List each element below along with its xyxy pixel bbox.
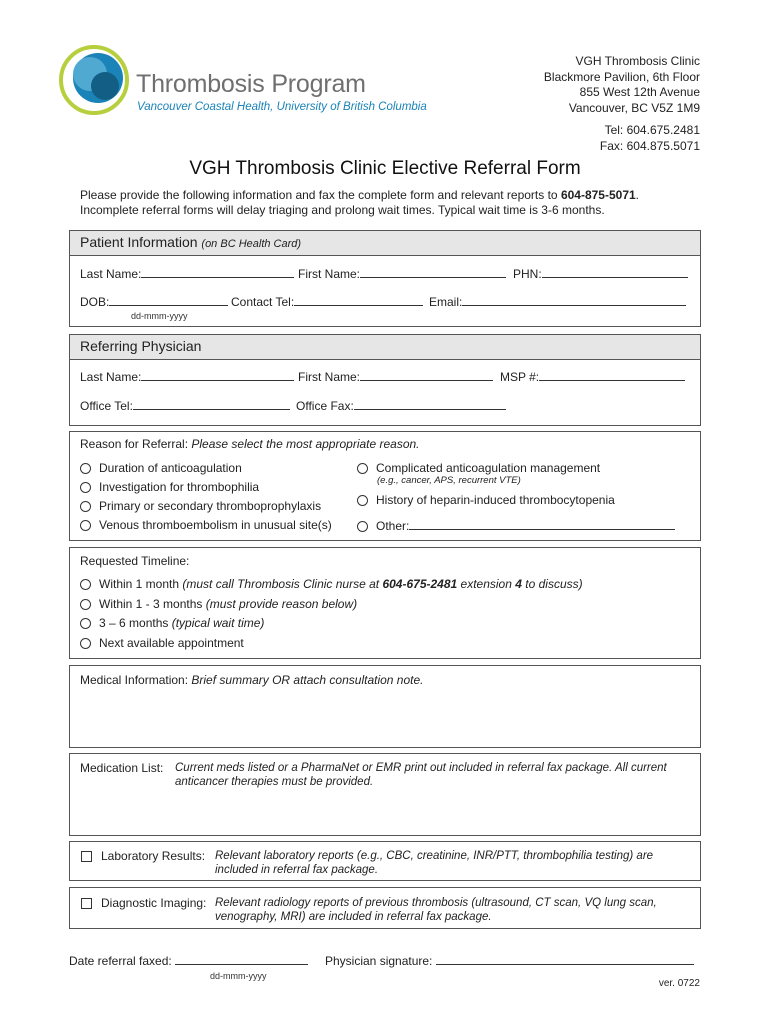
office-tel-field[interactable]: Office Tel: bbox=[80, 398, 290, 413]
radio-icon bbox=[80, 463, 91, 474]
reason-heading: Reason for Referral: Please select the most appropriate reason. bbox=[80, 437, 420, 451]
logo-subtitle: Vancouver Coastal Health, University of British Columbia bbox=[137, 101, 427, 113]
diagnostic-imaging-checkbox[interactable]: Diagnostic Imaging: bbox=[81, 896, 206, 910]
patient-information-heading: Patient Information (on BC Health Card) bbox=[70, 231, 700, 256]
radio-icon bbox=[80, 579, 91, 590]
timeline-heading: Requested Timeline: bbox=[80, 554, 190, 568]
clinic-address bbox=[544, 54, 700, 154]
form-title: VGH Thrombosis Clinic Elective Referral Form bbox=[189, 158, 581, 179]
timeline-option-next-available[interactable]: Next available appointment bbox=[80, 636, 244, 650]
thrombosis-program-logo bbox=[58, 44, 130, 116]
physician-first-name-field[interactable]: First Name: bbox=[298, 369, 493, 384]
date-referral-faxed-field[interactable]: Date referral faxed: bbox=[69, 953, 308, 968]
radio-icon bbox=[357, 495, 368, 506]
clinic-tel: Tel: 604.675.2481 bbox=[604, 123, 700, 137]
fax-number: 604-875-5071 bbox=[560, 188, 636, 202]
reason-option-unusual-site[interactable]: Venous thromboembolism in unusual site(s) bbox=[80, 518, 332, 532]
timeline-option-1-3-months[interactable]: Within 1 - 3 months (must provide reason below) bbox=[80, 597, 357, 611]
address-line: Vancouver, BC V5Z 1M9 bbox=[568, 100, 700, 115]
reason-option-other[interactable]: Other: bbox=[357, 518, 675, 533]
radio-icon bbox=[80, 599, 91, 610]
timeline-option-3-6-months[interactable]: 3 – 6 months (typical wait time) bbox=[80, 616, 264, 630]
radio-icon bbox=[80, 520, 91, 531]
phn-field[interactable]: PHN: bbox=[513, 266, 688, 281]
medical-information-label: Medical Information: Brief summary OR attach consultation note. bbox=[80, 673, 424, 687]
email-field[interactable]: Email: bbox=[429, 294, 686, 309]
address-line: VGH Thrombosis Clinic bbox=[575, 54, 700, 68]
dob-format-hint: dd-mmm-yyyy bbox=[131, 311, 188, 321]
radio-icon bbox=[80, 618, 91, 629]
contact-tel-field[interactable]: Contact Tel: bbox=[231, 294, 423, 309]
diagnostic-imaging-note: Relevant radiology reports of previous thrombosis (ultrasound, CT scan, VQ lung scan, venography, MRI) are included in referral fax package. bbox=[215, 897, 657, 923]
radio-icon bbox=[357, 521, 368, 532]
medication-list-note: Current meds listed or a PharmaNet or EMR print out included in referral fax package. All current anticancer therapies must be provided. bbox=[175, 762, 667, 788]
checkbox-icon bbox=[81, 851, 92, 862]
laboratory-results-note: Relevant laboratory reports (e.g., CBC, creatinine, INR/PTT, thrombophilia testing) are included in referral fax package. bbox=[215, 850, 654, 876]
date-format-hint: dd-mmm-yyyy bbox=[210, 971, 267, 981]
checkbox-icon bbox=[81, 898, 92, 909]
clinic-fax: Fax: 604.875.5071 bbox=[599, 138, 700, 153]
referring-physician-heading: Referring Physician bbox=[70, 335, 700, 360]
medication-list-label: Medication List: bbox=[80, 761, 164, 775]
physician-signature-field[interactable]: Physician signature: bbox=[325, 953, 694, 968]
address-line: Blackmore Pavilion, 6th Floor bbox=[543, 69, 700, 84]
complicated-management-examples: (e.g., cancer, APS, recurrent VTE) bbox=[377, 475, 521, 486]
timeline-option-1-month[interactable]: Within 1 month (must call Thrombosis Clinic nurse at 604-675-2481 extension 4 to discuss) bbox=[80, 577, 583, 591]
reason-option-hit[interactable]: History of heparin-induced thrombocytopenia bbox=[357, 493, 615, 507]
laboratory-results-checkbox[interactable]: Laboratory Results: bbox=[81, 849, 205, 863]
address-line: 855 West 12th Avenue bbox=[579, 85, 700, 99]
radio-icon bbox=[80, 482, 91, 493]
logo-title: Thrombosis Program bbox=[136, 70, 366, 98]
msp-field[interactable]: MSP #: bbox=[500, 369, 685, 384]
dob-field[interactable]: DOB: bbox=[80, 294, 228, 309]
radio-icon bbox=[80, 501, 91, 512]
patient-first-name-field[interactable]: First Name: bbox=[298, 266, 506, 281]
reason-option-thrombophilia[interactable]: Investigation for thrombophilia bbox=[80, 480, 259, 494]
reason-option-thromboprophylaxis[interactable]: Primary or secondary thromboprophylaxis bbox=[80, 499, 321, 513]
form-version: ver. 0722 bbox=[658, 978, 700, 989]
office-fax-field[interactable]: Office Fax: bbox=[296, 398, 506, 413]
intro-text: Please provide the following information and fax the complete form and relevant reports to 604-875-5071. Incomplete referral forms will delay triaging and prolong wait times. Typical wait time is 3-6 months. bbox=[80, 188, 640, 217]
physician-last-name-field[interactable]: Last Name: bbox=[80, 369, 294, 384]
radio-icon bbox=[80, 638, 91, 649]
patient-last-name-field[interactable]: Last Name: bbox=[80, 266, 294, 281]
radio-icon bbox=[357, 463, 368, 474]
reason-option-duration[interactable]: Duration of anticoagulation bbox=[80, 461, 242, 475]
reason-option-complicated-management[interactable]: Complicated anticoagulation management bbox=[357, 461, 600, 475]
